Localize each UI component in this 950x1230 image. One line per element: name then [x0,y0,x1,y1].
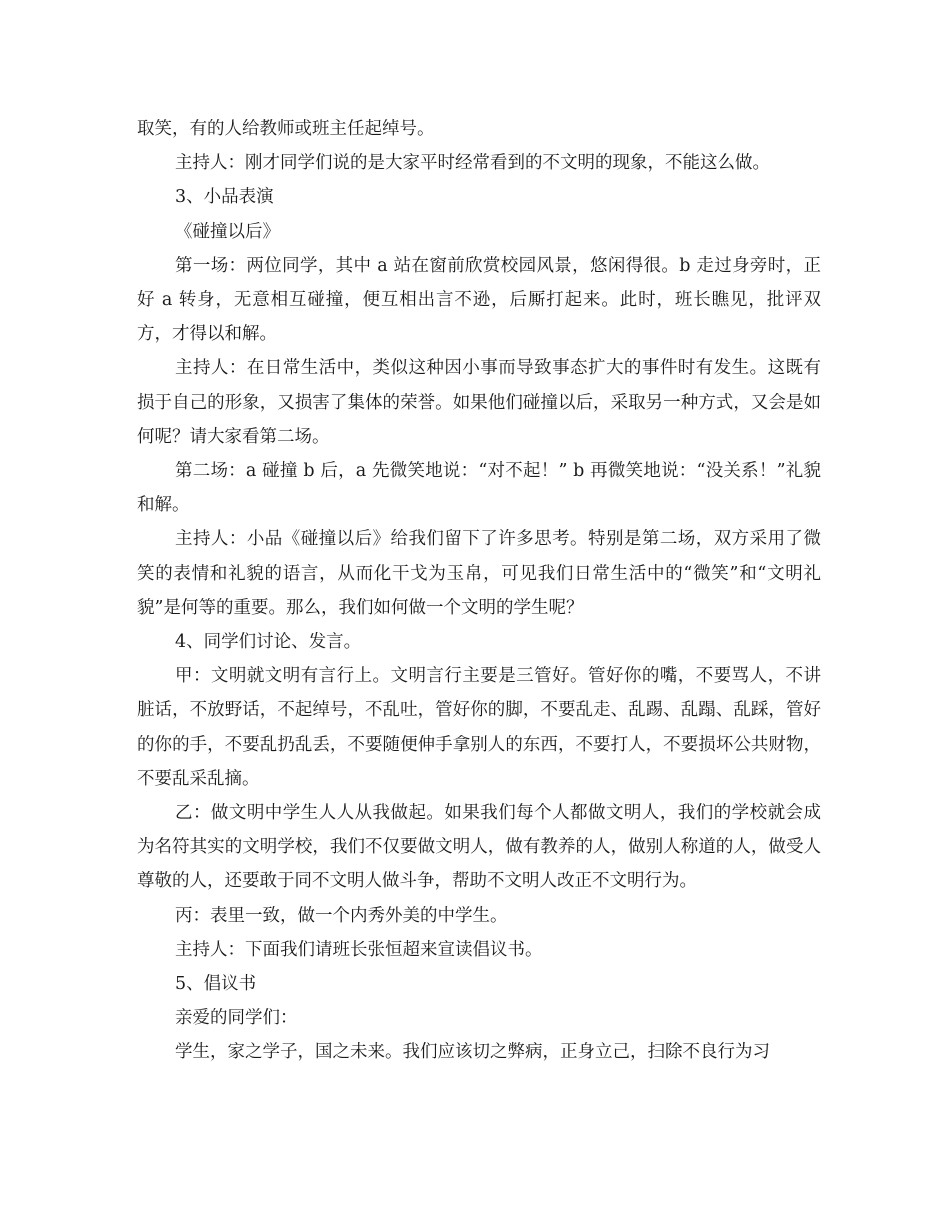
paragraph-10: 甲：文明就文明有言行上。文明言行主要是三管好。管好你的嘴，不要骂人，不讲脏话，不放野话，不起绰号，不乱吐，管好你的脚，不要乱走、乱踢、乱蹋、乱踩，管好的你的手，不要乱扔乱丢，不要随便伸手拿别人的东西，不要打人，不要损坏公共财物，不要乱采乱摘。 [137,666,821,789]
paragraph-11: 乙：做文明中学生人人从我做起。如果我们每个人都做文明人，我们的学校就会成为名符其实的文明学校，我们不仅要做文明人，做有教养的人，做别人称道的人，做受人尊敬的人，还要敢于同不文明人做斗争，帮助不文明人改正不文明行为。 [137,803,821,892]
paragraph-2: 主持人：刚才同学们说的是大家平时经常看到的不文明的现象，不能这么做。 [175,153,770,174]
paragraph-8: 主持人：小品《碰撞以后》给我们留下了许多思考。特别是第二场，双方采用了微笑的表情和礼貌的语言，从而化干戈为玉帛，可见我们日常生活中的“微笑”和“文明礼貌”是何等的重要。那么，我们如何做一个文明的学生呢？ [137,529,821,618]
paragraph-1: 取笑，有的人给教师或班主任起绰号。 [137,119,435,139]
skit-title: 《碰撞以后》 [175,221,280,242]
paragraph-16: 学生，家之学子，国之未来。我们应该切之弊病，正身立己，扫除不良行为习 [175,1042,770,1063]
section-heading-3: 3、小品表演 [175,187,274,208]
paragraph-7: 第二场：a 碰撞 b 后，a 先微笑地说：“对不起！” b 再微笑地说：“没关系！”礼貌和解。 [137,461,821,516]
salutation: 亲爱的同学们： [175,1008,298,1029]
paragraph-13: 主持人：下面我们请班长张恒超来宣读倡议书。 [175,939,543,960]
section-heading-4: 4、同学们讨论、发言。 [175,632,362,653]
section-heading-5: 5、倡议书 [175,974,257,995]
paragraph-12: 丙：表里一致，做一个内秀外美的中学生。 [175,905,508,926]
document-body [137,112,821,1070]
paragraph-5: 第一场：两位同学，其中 a 站在窗前欣赏校园风景，悠闲得很。b 走过身旁时，正好 a 转身，无意相互碰撞，便互相出言不逊，后厮打起来。此时，班长瞧见，批评双方，才得以和解。 [137,255,821,345]
paragraph-6: 主持人：在日常生活中，类似这种因小事而导致事态扩大的事件时有发生。这既有损于自己的形象，又损害了集体的荣誉。如果他们碰撞以后，采取另一种方式，又会是如何呢？请大家看第二场。 [137,358,821,447]
